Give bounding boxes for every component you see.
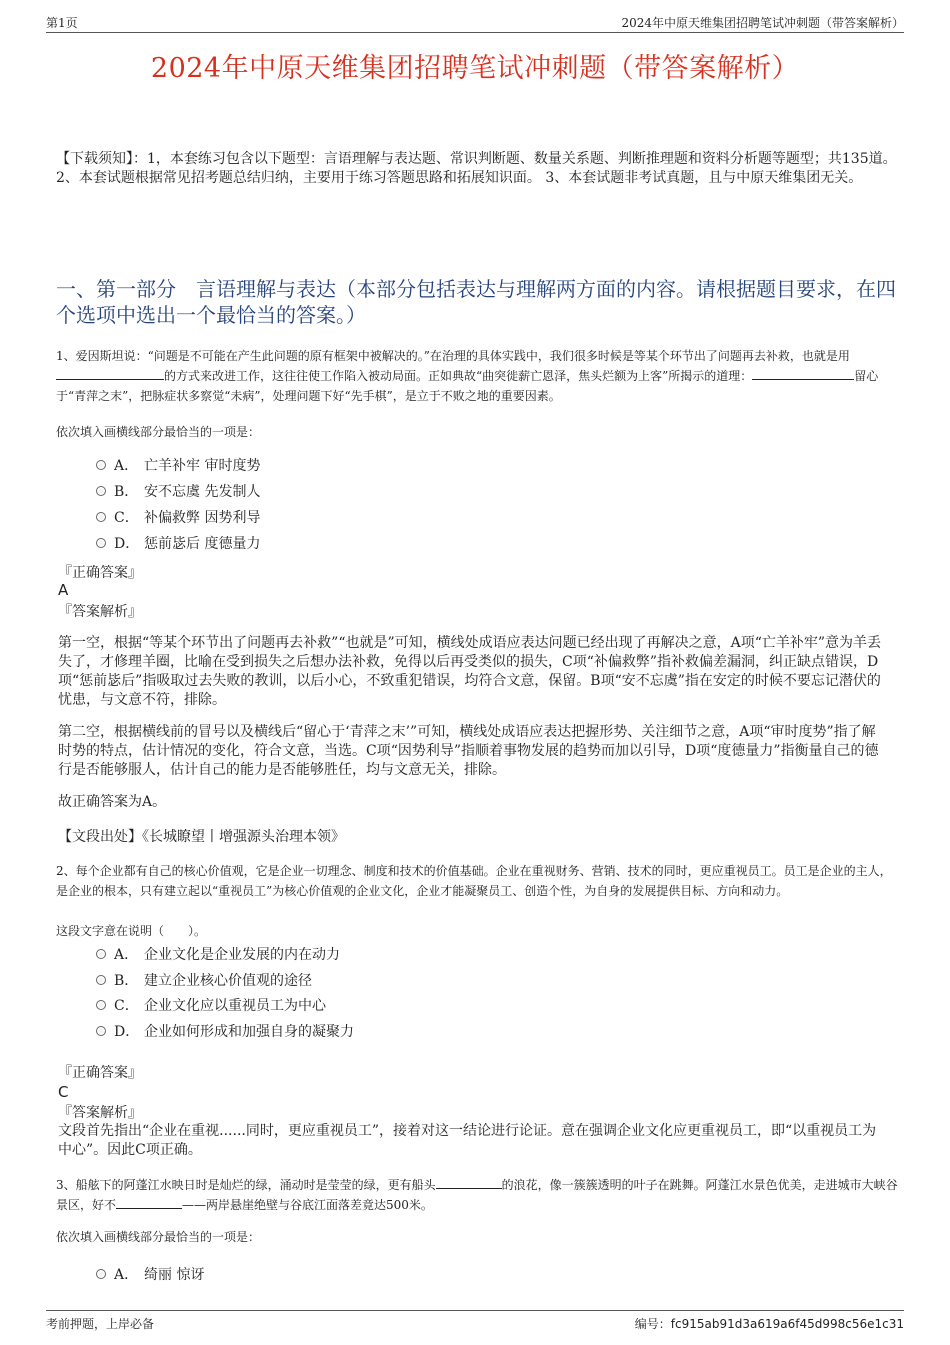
document-title: 2024年中原天维集团招聘笔试冲刺题（带答案解析） <box>150 53 800 84</box>
download-notice: 【下载须知】：1，本套练习包含以下题型：言语理解与表达题、常识判断题、数量关系题、判断推理题和资料分析题等题型；共135道。 2、本套试题根据常见招考题总结归纳，主要用于练习答题思路和拓展知识面。 3、本套试题非考试真题，且与中原天维集团无关。 <box>56 151 897 186</box>
radio-icon[interactable] <box>96 486 106 496</box>
question-1-option-c[interactable] <box>96 509 260 527</box>
header-doc-title: 2024年中原天维集团招聘笔试冲刺题（带答案解析） <box>621 16 904 30</box>
question-2-analysis: 文段首先指出“企业在重视......同时，更应重视员工”，接着对这一结论进行论证。意在强调企业文化应更重视员工，即“以重视员工为中心”。因此C项正确。 <box>58 1123 877 1158</box>
question-3-option-a[interactable] <box>96 1266 204 1284</box>
page-number: 第1页 <box>46 16 78 30</box>
option-text: 惩前毖后 度德量力 <box>144 536 261 552</box>
question-3-prompt: 依次填入画横线部分最恰当的一项是： <box>56 1230 261 1244</box>
footer-code-label: 编号： <box>634 1317 671 1331</box>
radio-icon[interactable] <box>96 512 106 522</box>
question-1-text-b: 的方式来改进工作，这往往使工作陷入被动局面。正如典故“曲突徙薪亡恩泽，焦头烂额为上客”所揭示的道理： <box>164 369 753 383</box>
question-1-answer-tag: 『正确答案』 <box>58 565 142 581</box>
question-1-blank-1 <box>56 369 164 380</box>
question-2-answer-tag: 『正确答案』 <box>58 1065 142 1081</box>
question-2-option-a[interactable] <box>96 946 340 964</box>
question-1-prompt: 依次填入画横线部分最恰当的一项是： <box>56 425 261 439</box>
question-1-conclusion: 故正确答案为A。 <box>58 794 167 810</box>
question-3-blank-2 <box>116 1198 182 1209</box>
option-text: 补偏救弊 因势利导 <box>144 510 261 526</box>
question-3-text-a: 3、船舷下的阿蓬江水映日时是灿烂的绿，涌动时是莹莹的绿，更有船头 <box>56 1178 436 1192</box>
question-1-analysis-2: 第二空，根据横线前的冒号以及横线后“留心于‘青萍之末’”可知，横线处成语应表达把握形势、关注细节之意，A项“审时度势”指了解时势的特点，估计情况的变化，符合文意，当选。C项“因势利导”指顺着事物发展的趋势而加以引导，D项“度德量力”指衡量自己的德行是否能够服人，估计自己的能力是否能够胜任，均与文意无关，排除。 <box>58 724 879 778</box>
option-label: D． <box>114 1024 140 1040</box>
radio-icon[interactable] <box>96 975 106 985</box>
option-text: 企业文化是企业发展的内在动力 <box>144 947 340 963</box>
option-text: 建立企业核心价值观的途径 <box>144 973 312 989</box>
option-label: D． <box>114 536 140 552</box>
question-1-answer: A <box>58 581 69 599</box>
radio-icon[interactable] <box>96 1269 106 1279</box>
footer-slogan: 考前押题，上岸必备 <box>46 1317 155 1331</box>
question-2-answer: C <box>58 1083 69 1101</box>
question-1-text-a: 1、爱因斯坦说：“问题是不可能在产生此问题的原有框架中被解决的。”在治理的具体实践中，我们很多时候是等某个环节出了问题再去补救，也就是用 <box>56 349 850 363</box>
question-1-text-c: 留心于“青萍之末”，把脉症状多察觉“未病”，处理问题下好“先手棋”，是立于不败之地的重要因素。 <box>56 369 879 403</box>
option-text: 亡羊补牢 审时度势 <box>144 458 261 474</box>
question-2-prompt: 这段文字意在说明（ ）。 <box>56 924 207 938</box>
question-1-option-d[interactable] <box>96 535 260 553</box>
option-label: A． <box>114 1267 139 1283</box>
footer-code <box>635 1315 904 1332</box>
question-2-analysis-tag: 『答案解析』 <box>58 1105 142 1121</box>
radio-icon[interactable] <box>96 460 106 470</box>
radio-icon[interactable] <box>96 949 106 959</box>
option-text: 企业文化应以重视员工为中心 <box>144 998 326 1014</box>
option-label: C． <box>114 510 139 526</box>
radio-icon[interactable] <box>96 538 106 548</box>
radio-icon[interactable] <box>96 1000 106 1010</box>
question-3-blank-1 <box>436 1178 502 1189</box>
question-3-text-b: 的浪花，像一簇簇透明的叶子在跳舞。阿蓬江水景色优美，走进城市大峡谷景区，好不 <box>56 1178 898 1212</box>
question-1-blank-2 <box>752 369 854 380</box>
question-1-option-b[interactable] <box>96 483 260 501</box>
question-1-source: 【文段出处】《长城瞭望丨增强源头治理本领》 <box>58 829 345 845</box>
question-1-analysis-1: 第一空，根据“等某个环节出了问题再去补救”“也就是”可知，横线处成语应表达问题已经出现了再解决之意，A项“亡羊补牢”意为羊丢失了，才修理羊圈，比喻在受到损失之后想办法补救，免得以后再受类似的损失，C项“补偏救弊”指补救偏差漏洞，纠正缺点错误，D项“惩前毖后”指吸取过去失败的教训，以后小心，不致重犯错误，均符合文意，保留。B项“安不忘虞”指在安定的时候不要忘记潜伏的忧患，与文意不符，排除。 <box>58 635 882 708</box>
option-label: B． <box>114 973 139 989</box>
option-text: 绮丽 惊讶 <box>144 1267 205 1283</box>
question-2-stem: 2、每个企业都有自己的核心价值观，它是企业一切理念、制度和技术的价值基础。企业在重视财务、营销、技术的同时，更应重视员工。员工是企业的主人，是企业的根本，只有建立起以“重视员工”为核心价值观的企业文化，企业才能凝聚员工、创造个性，为自身的发展提供目标、方向和动力。 <box>56 864 892 898</box>
question-3-text-c: ——两岸悬崖绝壁与谷底江面落差竟达500米。 <box>182 1198 433 1212</box>
question-1-analysis-tag: 『答案解析』 <box>58 604 142 620</box>
option-label: A． <box>114 947 139 963</box>
footer-rule <box>46 1310 904 1311</box>
question-1-stem <box>56 346 901 406</box>
section-heading: 一、第一部分 言语理解与表达（本部分包括表达与理解两方面的内容。请根据题目要求，在四个选项中选出一个最恰当的答案。） <box>56 277 896 327</box>
radio-icon[interactable] <box>96 1026 106 1036</box>
question-3-stem <box>56 1175 901 1215</box>
footer-code-value: fc915ab91d3a619a6f45d998c56e1c31 <box>670 1317 904 1331</box>
question-1-option-a[interactable] <box>96 457 260 475</box>
option-label: B． <box>114 484 139 500</box>
option-label: A． <box>114 458 139 474</box>
option-text: 企业如何形成和加强自身的凝聚力 <box>144 1024 354 1040</box>
question-2-option-d[interactable] <box>96 1023 354 1041</box>
question-2-option-c[interactable] <box>96 997 326 1015</box>
option-text: 安不忘虞 先发制人 <box>144 484 261 500</box>
option-label: C． <box>114 998 139 1014</box>
question-2-option-b[interactable] <box>96 972 312 990</box>
header-rule <box>46 32 904 33</box>
